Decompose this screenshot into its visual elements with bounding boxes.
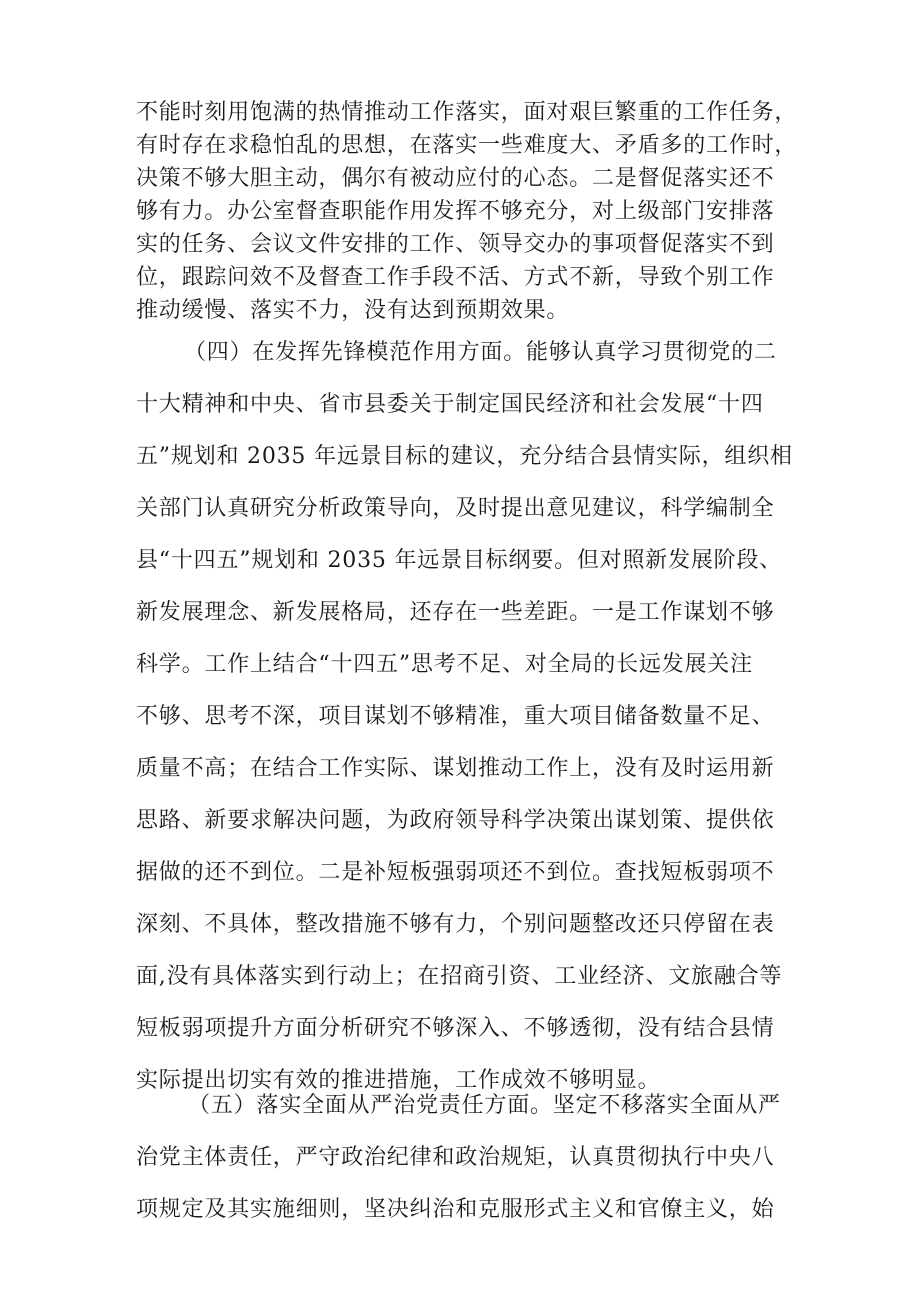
text-line: 关部门认真研究分析政策导向，及时提出意见建议，科学编制全 [136, 496, 775, 521]
text-line: （五）落实全面从严治党责任方面。坚定不移落实全面从严 [188, 1093, 781, 1118]
text-line: 够有力。办公室督查职能作用发挥不够充分，对上级部门安排落 [136, 199, 775, 224]
text-line: 县“十四五”规划和 2035 年远景目标纲要。但对照新发展阶段、 [136, 548, 783, 573]
text-line: 短板弱项提升方面分析研究不够深入、不够透彻，没有结合县情 [136, 1016, 775, 1041]
text-line: 位，跟踪问效不及督查工作手段不活、方式不新，导致个别工作 [136, 265, 775, 290]
text-line: 项规定及其实施细则，坚决纠治和克服形式主义和官僚主义，始 [136, 1197, 775, 1222]
text-line: 推动缓慢、落实不力，没有达到预期效果。 [136, 298, 570, 323]
text-line: 不够、思考不深，项目谋划不够精准，重大项目储备数量不足、 [136, 704, 775, 729]
paragraph-continuation [136, 96, 797, 327]
text-line: 五”规划和 2035 年远景目标的建议，充分结合县情实际，组织相 [136, 444, 793, 469]
text-line: 不能时刻用饱满的热情推动工作落实，面对艰巨繁重的工作任务， [136, 100, 798, 125]
text-line: 十大精神和中央、省市县委关于制定国民经济和社会发展“十四 [136, 392, 764, 417]
text-line: 据做的还不到位。二是补短板强弱项还不到位。查找短板弱项不 [136, 860, 775, 885]
text-line: 实际提出切实有效的推进措施，工作成效不够明显。 [136, 1068, 661, 1093]
text-line: 治党主体责任，严守政治纪律和政治规矩，认真贯彻执行中央八 [136, 1145, 775, 1170]
text-line: 科学。工作上结合“十四五”思考不足、对全局的长远发展关注 [136, 652, 753, 677]
paragraph-section-four [136, 327, 793, 1107]
text-line: 深刻、不具体，整改措施不够有力，个别问题整改还只停留在表 [136, 912, 775, 937]
text-line: 质量不高；在结合工作实际、谋划推动工作上，没有及时运用新 [136, 756, 775, 781]
text-line: 思路、新要求解决问题，为政府领导科学决策出谋划策、提供依 [136, 808, 775, 833]
text-line: （四）在发挥先锋模范作用方面。能够认真学习贯彻党的二 [184, 340, 777, 365]
text-line: 有时存在求稳怕乱的思想，在落实一些难度大、矛盾多的工作时， [136, 133, 798, 158]
text-line: 新发展理念、新发展格局，还存在一些差距。一是工作谋划不够 [136, 600, 775, 625]
text-line: 面,没有具体落实到行动上；在招商引资、工业经济、文旅融合等 [136, 964, 783, 989]
text-line: 决策不够大胆主动，偶尔有被动应付的心态。二是督促落实还不 [136, 166, 775, 191]
paragraph-section-five [136, 1080, 781, 1236]
text-line: 实的任务、会议文件安排的工作、领导交办的事项督促落实不到 [136, 232, 775, 257]
